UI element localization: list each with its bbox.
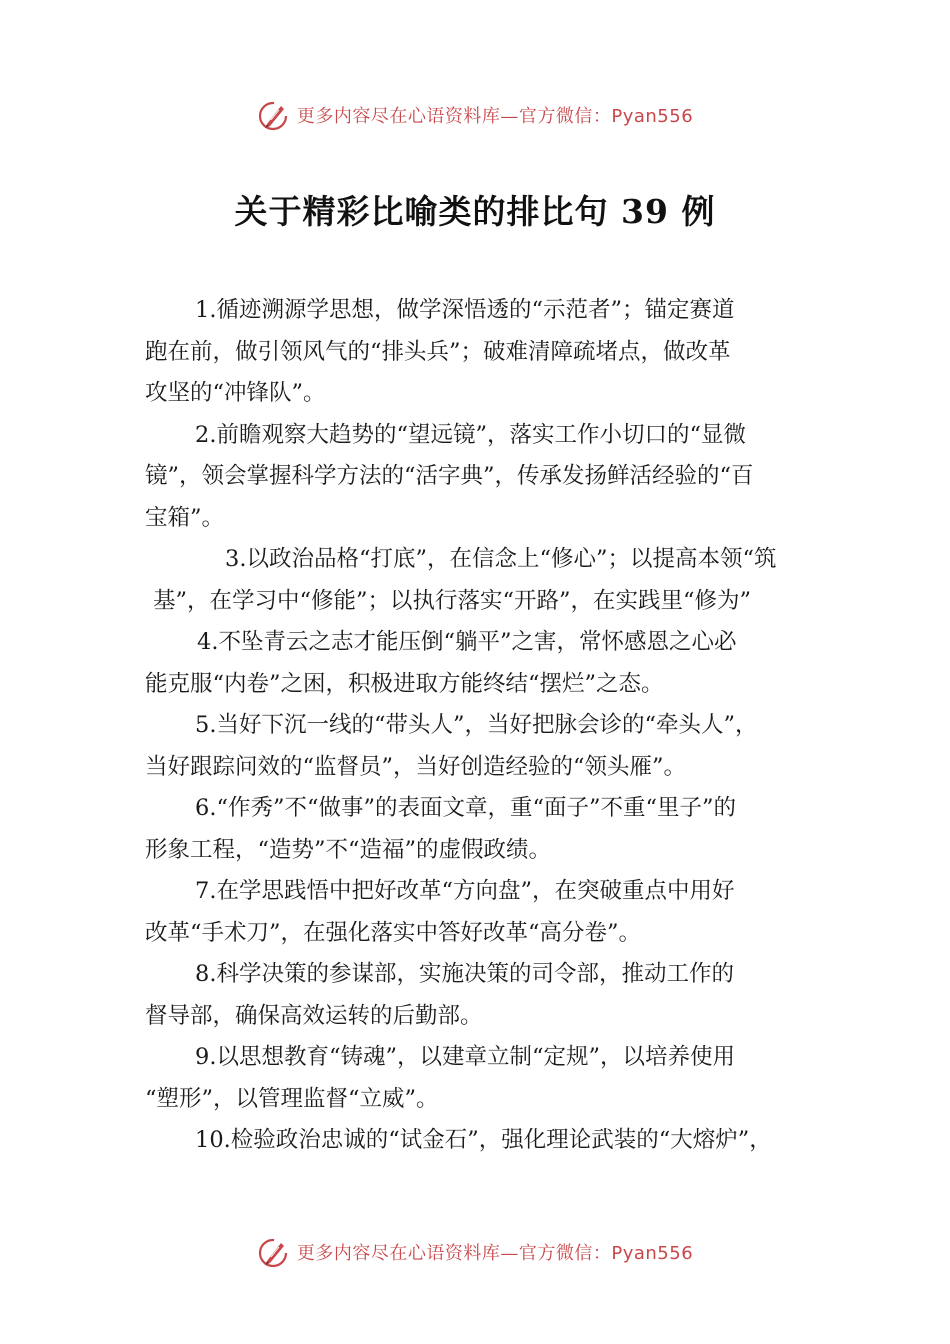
text-line: 攻坚的“冲锋队”。 [145, 380, 326, 406]
text-line: 7.在学思践悟中把好改革“方向盘”，在突破重点中用好 [195, 878, 735, 904]
text-line: 3.以政治品格“打底”，在信念上“修心”；以提高本领“筑 [225, 546, 777, 572]
text-line: 能克服“内卷”之困，积极进取方能终结“摆烂”之态。 [145, 670, 664, 697]
text-line: 宝箱”。 [145, 504, 225, 531]
text-line: 督导部，确保高效运转的后勤部。 [145, 1002, 483, 1029]
wechat-id: Pyan556 [611, 106, 694, 127]
text-line: 跑在前，做引领风气的“排头兵”；破难清障疏堵点，做改革 [145, 338, 731, 365]
text-line: 改革“手术刀”，在强化落实中答好改革“高分卷”。 [145, 919, 642, 946]
text-line: 6.“作秀”不“做事”的表面文章，重“面子”不重“里子”的 [195, 795, 736, 821]
text-line: 9.以思想教育“铸魂”，以建章立制“定规”，以培养使用 [195, 1044, 735, 1070]
text-line: 当好跟踪问效的“监督员”，当好创造经验的“领头雁”。 [145, 753, 687, 780]
text-line: 镜”，领会掌握科学方法的“活字典”，传承发扬鲜活经验的“百 [145, 463, 754, 489]
text-line: 2.前瞻观察大趋势的“望远镜”，落实工作小切口的“显微 [195, 421, 746, 448]
text-line: 4.不坠青云之志才能压倒“躺平”之害，常怀感恩之心必 [197, 629, 737, 655]
footer-banner [0, 1232, 950, 1272]
text-line: 1.循迹溯源学思想，做学深悟透的“示范者”；锚定赛道 [195, 297, 735, 323]
document-body [145, 290, 810, 1162]
text-line: “塑形”，以管理监督“立威”。 [145, 1085, 439, 1112]
text-line: 形象工程，“造势”不“造福”的虚假政绩。 [145, 836, 552, 863]
wechat-id: Pyan556 [611, 1243, 694, 1264]
pen-nib-logo-icon [257, 98, 291, 132]
text-line: 8.科学决策的参谋部，实施决策的司令部，推动工作的 [195, 961, 734, 987]
text-line: 5.当好下沉一线的“带头人”，当好把脉会诊的“牵头人”， [195, 712, 758, 738]
document-title: 关于精彩比喻类的排比句 39 例 [234, 192, 716, 231]
text-line: 基”，在学习中“修能”；以执行落实“开路”，在实践里“修为” [153, 587, 752, 614]
text-line: 10.检验政治忠诚的“试金石”，强化理论武装的“大熔炉”， [195, 1127, 772, 1153]
banner-text: 更多内容尽在心语资料库—官方微信：Pyan556 [296, 1243, 694, 1264]
pen-nib-logo-icon [257, 1235, 291, 1269]
header-banner [0, 95, 950, 135]
banner-text: 更多内容尽在心语资料库—官方微信：Pyan556 [296, 106, 694, 127]
